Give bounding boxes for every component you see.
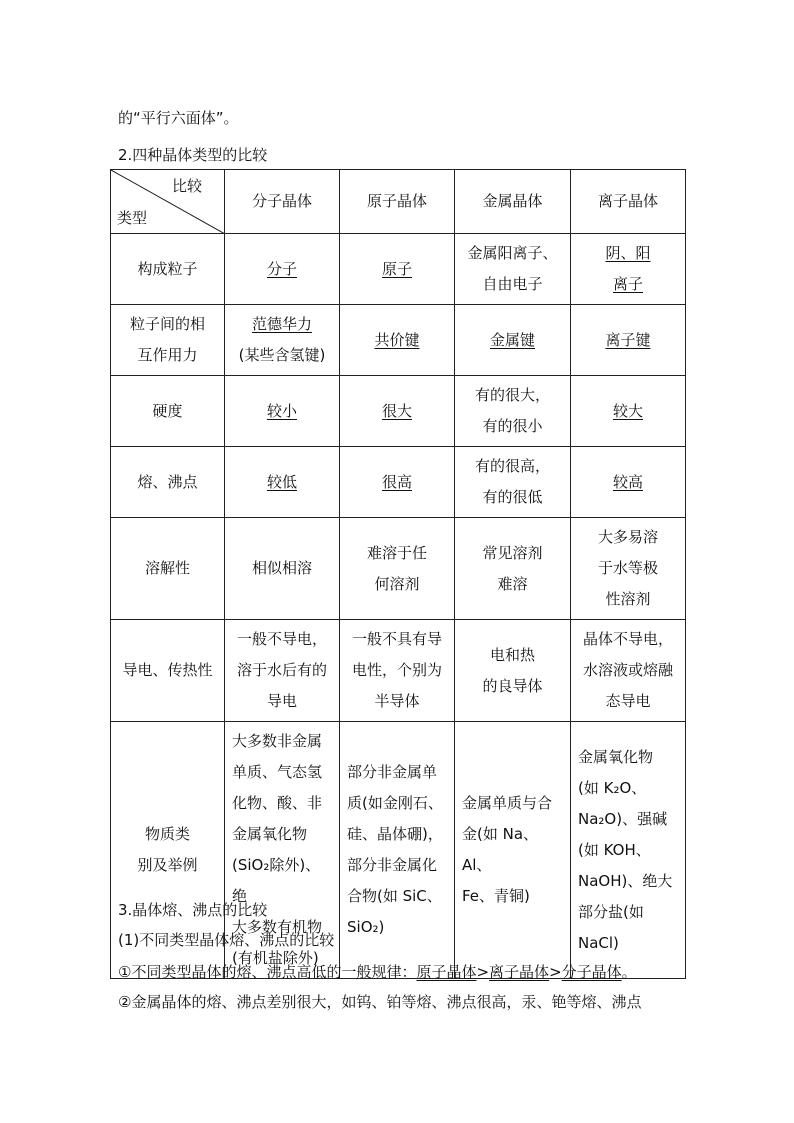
cell-line: 很高	[381, 472, 412, 491]
cell-line: 金属键	[489, 330, 535, 349]
row-label	[111, 376, 225, 447]
cell-line: Fe、青铜)	[462, 887, 530, 905]
rule-1-atomic: 原子晶体	[416, 963, 477, 981]
cell-line: 晶体不导电，	[582, 630, 673, 648]
table-cell	[225, 305, 340, 376]
table-cell	[571, 518, 686, 620]
cell-line: 合物(如 SiC、	[347, 887, 442, 905]
table-cell	[225, 620, 340, 722]
rule-1-prefix: ①不同类型晶体的熔、沸点高低的一般规律：	[118, 963, 417, 981]
table-cell	[225, 376, 340, 447]
cell-line: 有的很低	[482, 488, 543, 506]
rule-2: ②金属晶体的熔、沸点差别很大，如钨、铂等熔、沸点很高，汞、铯等熔、沸点	[118, 993, 642, 1011]
table-cell	[455, 376, 571, 447]
cell-line: 电性，个别为	[351, 661, 442, 679]
header-atomic: 原子晶体	[340, 170, 455, 234]
cell-line: 相似相溶	[251, 559, 312, 577]
cell-line: 的良导体	[482, 676, 543, 695]
row-label-line: 溶解性	[144, 559, 190, 577]
table-row	[111, 518, 686, 620]
cell-line: 金属氧化物	[232, 825, 308, 843]
header-ionic: 离子晶体	[571, 170, 686, 234]
cell-line: 金属阳离子、	[467, 244, 558, 262]
row-label-line: 导电、传热性	[122, 661, 213, 679]
row-label-line: 硬度	[152, 401, 183, 420]
rule-1-end: 。	[621, 963, 637, 981]
rule-1-gt: >	[549, 963, 562, 981]
table-cell	[225, 518, 340, 620]
cell-line: 自由电子	[482, 275, 543, 293]
table-row	[111, 376, 686, 447]
cell-line: 离子	[612, 275, 643, 293]
rule-1	[118, 962, 637, 982]
cell-line: 水溶液或熔融	[582, 661, 673, 679]
row-label	[111, 518, 225, 620]
cell-line: 何溶剂	[374, 574, 420, 593]
row-label-line: 粒子间的相	[129, 315, 205, 333]
header-metallic: 金属晶体	[455, 170, 571, 234]
cell-line: 范德华力	[251, 315, 312, 333]
cell-line: 部分盐(如	[578, 902, 644, 921]
cell-line: 半导体	[374, 692, 420, 710]
cell-line: NaOH)、绝大	[578, 871, 673, 890]
cell-line: 有的很大，	[474, 386, 550, 404]
table-cell	[571, 447, 686, 518]
cell-line: 较高	[612, 472, 643, 491]
cell-line: 质(如金刚石、	[347, 794, 443, 812]
row-label	[111, 234, 225, 305]
table-cell	[571, 620, 686, 722]
cell-line: 大多数非金属	[232, 732, 323, 750]
rule-1-ionic: 离子晶体	[489, 963, 550, 981]
table-row	[111, 447, 686, 518]
row-label-line: 物质类	[144, 825, 190, 843]
table-cell	[455, 518, 571, 620]
cell-line: SiO₂)	[347, 918, 385, 936]
cell-line: 一般不导电，	[236, 630, 327, 648]
row-label	[111, 620, 225, 722]
cell-line: 阴、阳	[605, 244, 651, 262]
table-cell	[571, 234, 686, 305]
cell-line: 较小	[266, 401, 297, 420]
cell-line: 难溶	[497, 574, 528, 593]
cell-line: (SiO₂除外)、绝	[232, 856, 321, 905]
cell-line: 原子	[381, 259, 412, 278]
table-cell	[455, 620, 571, 722]
cell-line: Na₂O)、强碱	[578, 809, 668, 828]
cell-line: 一般不具有导	[351, 630, 442, 648]
cell-line: 硅、晶体硼)，	[347, 825, 443, 843]
cell-line: 金属氧化物	[578, 747, 654, 766]
cell-line: 金属单质与合	[462, 794, 553, 812]
cell-line: 电和热	[489, 645, 535, 664]
table-cell	[571, 722, 686, 979]
table-cell	[455, 722, 571, 979]
table-cell	[225, 234, 340, 305]
table-row	[111, 234, 686, 305]
cell-line: (如 KOH、	[578, 840, 651, 859]
cell-line: 有的很高，	[474, 457, 550, 475]
cell-line: 较大	[612, 401, 643, 420]
table-header-row	[111, 170, 686, 234]
cell-line: 溶于水后有的	[236, 661, 327, 679]
row-label	[111, 447, 225, 518]
row-label-line: 熔、沸点	[137, 472, 198, 491]
cell-line: 性溶剂	[605, 590, 651, 608]
row-label	[111, 305, 225, 376]
cell-line: 较低	[266, 472, 297, 491]
subsection-1-title: (1)不同类型晶体熔、沸点的比较	[118, 931, 335, 949]
row-label-line: 互作用力	[137, 346, 198, 364]
rule-1-gt: >	[476, 963, 490, 981]
cell-line: 有的很小	[482, 417, 543, 435]
cell-line: 很大	[381, 401, 412, 420]
cell-line: 部分非金属化	[347, 856, 438, 874]
section-3-title: 3.晶体熔、沸点的比较	[118, 901, 268, 919]
cell-line: 导电	[266, 692, 297, 710]
cell-line: 化物、酸、非	[232, 794, 323, 812]
cell-line: 部分非金属单	[347, 763, 438, 781]
table-cell	[340, 518, 455, 620]
corner-cell	[111, 170, 225, 234]
section-2-title: 2.四种晶体类型的比较	[118, 146, 268, 164]
cell-line: 共价键	[374, 330, 420, 349]
cell-line: 于水等极	[597, 559, 658, 577]
rule-1-molecular: 分子晶体	[561, 963, 622, 981]
cell-line: 分子	[266, 259, 297, 278]
table-row	[111, 305, 686, 376]
table-cell	[340, 234, 455, 305]
table-cell	[340, 447, 455, 518]
table-cell	[340, 722, 455, 979]
cell-line: 大多易溶	[597, 528, 658, 546]
corner-top-label: 比较	[171, 177, 202, 195]
cell-line: 单质、气态氢	[232, 763, 323, 781]
table-cell	[225, 447, 340, 518]
cell-line: 大多数有机物	[232, 918, 323, 936]
row-label-line: 构成粒子	[137, 259, 198, 278]
cell-line: 态导电	[605, 692, 651, 710]
cell-line: (有机盐除外)	[232, 949, 319, 967]
corner-bottom-label: 类型	[117, 209, 148, 227]
cell-line: 常见溶剂	[482, 543, 543, 562]
crystal-comparison-table	[110, 169, 686, 979]
table-cell	[340, 305, 455, 376]
table-cell	[455, 305, 571, 376]
table-cell	[340, 376, 455, 447]
row-label-line: 别及举例	[137, 856, 198, 874]
cell-line: NaCl)	[578, 933, 619, 952]
table-cell	[571, 305, 686, 376]
table-cell	[571, 376, 686, 447]
table-cell	[340, 620, 455, 722]
cell-line: (某些含氢键)	[238, 346, 326, 364]
table-cell	[455, 234, 571, 305]
table-row	[111, 620, 686, 722]
cell-line: 离子键	[605, 330, 651, 349]
cell-line: (如 K₂O、	[578, 778, 647, 797]
table-cell	[455, 447, 571, 518]
cell-line: 金(如 Na、Al、	[462, 825, 539, 874]
intro-line: 的“平行六面体”。	[118, 109, 239, 127]
cell-line: 难溶于任	[366, 543, 427, 562]
header-molecular: 分子晶体	[225, 170, 340, 234]
